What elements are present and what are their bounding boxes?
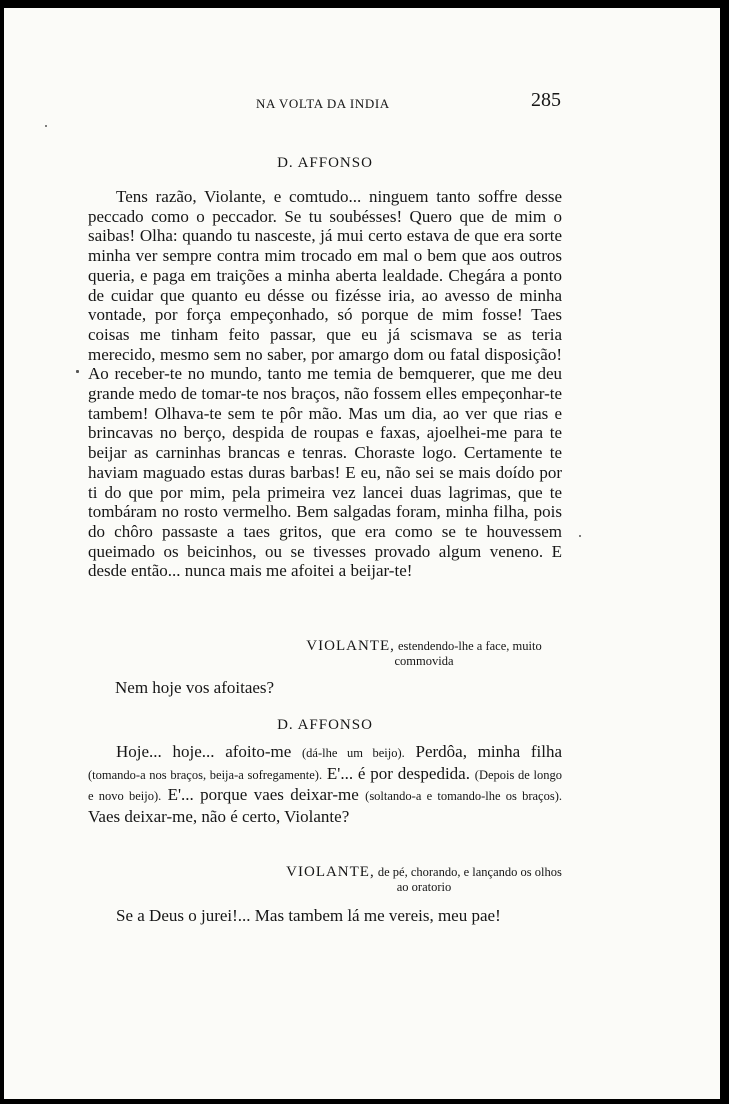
scan-border-bottom [0,1099,729,1104]
running-title: NA VOLTA DA INDIA [256,96,390,111]
speech-paragraph: Nem hoje vos afoitaes? [115,678,275,697]
speech-paragraph: Tens razão, Violante, e comtudo... ninguem tanto soffre desse peccado como o peccador. Se tu soubésses! Quero que de mim o saibas! Olha: quando tu nasceste, já mui certo estava de que era sorte minha ver sempre contra mim trocado em mal o bem que aos outros queria, e paga em traições a minha aberta lealdade. Chegára a ponto de cuidar que quanto eu désse ou fizésse iria, ao avesso de minha vontade, por força empeçonhado, só porque de mim fosse! Taes coisas me tinham feito passar, que eu já scismava se as teria merecido, mesmo sem no saber, por amargo dom ou fatal disposição! Ao receber-te no mundo, tanto me temia de bemquerer, que me deu grande medo de tomar-te nos braços, não fossem elles empeçonhar-te tambem! Olhava-te sem te pôr mão. Mas um dia, ao ver que rias e brincavas no berço, despida de roupas e faxas, ajoelhei-me para te beijar as carninhas brancas e tenras. Choraste logo. Certamente te haviam maguado estas duras barbas! E eu, não sei se mais doído por ti do que por mim, pela primeira vez lancei duas lagrimas, que te tombáram no rosto vermelho. Bem salgadas foram, minha filha, pois do chôro passaste a taes gritos, que era como se te houvessem queimado os beicinhos, ou se tivesses provado algum veneno. E desde então... nunca mais me afoitei a beijar-te! [88,187,562,581]
speaker-name: D. AFFONSO [277,155,373,171]
stage-direction-text: de pé, chorando, e lançando os olhos ao oratorio [377,865,562,894]
page-number: 285 [531,89,561,111]
speech-text: Hoje... hoje... afoito-me [116,742,292,761]
scan-speck [579,535,581,537]
scan-border-right [720,0,729,1104]
scan-speck [45,125,47,127]
speech-paragraph [88,742,562,826]
scan-speck [76,370,79,373]
stage-direction [285,865,563,895]
stage-direction [285,639,563,669]
speech-text: E'... porque vaes deixar-me [167,785,359,804]
scan-border-top [0,0,729,8]
speaker-name: VIOLANTE, [306,638,395,654]
speech-text: Perdôa, minha filha [415,742,562,761]
speaker-name: VIOLANTE, [286,864,375,880]
inline-stage-direction: (dá-lhe um beijo). [302,746,405,760]
inline-stage-direction: (Depois de longo e novo beijo). [88,767,562,803]
speech-paragraph: Se a Deus o jurei!... Mas tambem lá me vereis, meu pae! [116,906,501,925]
inline-stage-direction: (tomando-a nos braços, beija-a sofregamente). [88,767,323,782]
speech-text: Vaes deixar-me, não é certo, Violante? [88,806,350,826]
stage-direction-text: estendendo-lhe a face, muito commovida [394,639,542,668]
speech-text: E'... é por despedida. [326,763,470,783]
speaker-name: D. AFFONSO [277,717,373,733]
inline-stage-direction: (soltando-a e tomando-lhe os braços). [365,789,562,803]
